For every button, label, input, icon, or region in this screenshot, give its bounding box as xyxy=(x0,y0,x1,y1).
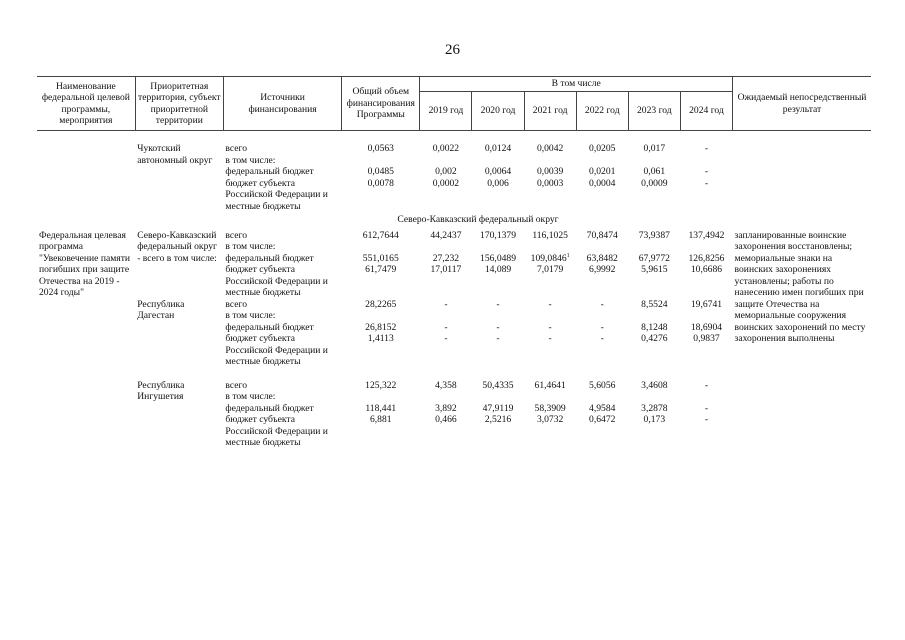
year-cell: 7,0179 xyxy=(536,264,564,275)
source-cell: всего xyxy=(225,229,248,241)
table-header xyxy=(37,77,871,131)
year-cell: 0,0039 xyxy=(536,166,564,177)
year-cell: - xyxy=(704,177,709,189)
year-cell: 63,8482 xyxy=(586,252,618,264)
source-cell: федеральный бюджет xyxy=(225,402,314,414)
year-cell: - xyxy=(704,166,709,177)
year-cell: 5,9615 xyxy=(641,264,668,275)
header-priority: Приоритетная территория, субъект приоритетной территории xyxy=(135,77,223,131)
source-cell: бюджет субъекта Российской Федерации и местные бюджеты xyxy=(225,414,328,448)
year-cell: 3,892 xyxy=(435,402,457,414)
total-cell: 0,0563 xyxy=(367,143,394,154)
source-cell: в том числе: xyxy=(225,241,276,252)
year-cell xyxy=(524,253,576,265)
year-cell: - xyxy=(704,143,709,154)
source-cell: в том числе: xyxy=(225,310,276,321)
year-cell: 27,232 xyxy=(432,252,460,264)
year-cell: 6,9992 xyxy=(589,264,616,275)
year-cell: 0,0064 xyxy=(484,166,512,177)
year-cell: 14,089 xyxy=(484,264,512,275)
year-cell: 8,1248 xyxy=(641,321,668,333)
year-cell: 8,5524 xyxy=(641,298,668,310)
year-cell: - xyxy=(704,414,709,425)
year-cell: 3,2878 xyxy=(641,402,668,414)
year-cell: 0,0124 xyxy=(484,143,512,154)
header-total: Общий объем финансирования Программы xyxy=(342,77,420,131)
year-cell: - xyxy=(444,333,448,344)
year-value: 109,0846 xyxy=(530,252,567,264)
header-name: Наименование федеральной целевой программы, мероприятия xyxy=(37,77,135,131)
year-cell: 0,6472 xyxy=(589,414,616,425)
header-year-2022: 2022 год xyxy=(576,92,628,131)
table-row xyxy=(37,380,871,392)
year-cell: 0,0009 xyxy=(641,177,668,189)
header-sources: Источники финансирования xyxy=(223,77,341,131)
source-cell: всего xyxy=(225,379,248,391)
territory-chukotka: Чукотский автономный округ xyxy=(137,143,213,166)
header-year-2024: 2024 год xyxy=(680,92,732,131)
year-cell: 0,006 xyxy=(487,177,509,189)
year-cell: 170,1379 xyxy=(480,229,517,241)
header-year-2023: 2023 год xyxy=(628,92,680,131)
year-cell: 0,0002 xyxy=(432,177,460,189)
year-cell: 0,173 xyxy=(643,414,666,425)
territory-dagestan: Республика Дагестан xyxy=(137,298,185,321)
source-cell: в том числе: xyxy=(225,391,276,402)
year-cell: 0,0042 xyxy=(536,143,564,154)
year-cell: 61,4641 xyxy=(534,379,566,391)
source-cell: бюджет субъекта Российской Федерации и местные бюджеты xyxy=(225,177,328,212)
total-cell: 118,441 xyxy=(365,402,397,414)
expected-result: запланированные воинские захоронения восстановлены; мемориальные знаки на воинских захоронениях установлены; работы по нанесению имен погибших при защите Отечества на мемориальные сооружения воинских захоронений по месту захоронения выполнены xyxy=(734,229,866,344)
year-cell: 0,0201 xyxy=(589,166,616,177)
source-cell: в том числе: xyxy=(225,154,276,166)
program-name: Федеральная целевая программа "Увековечение памяти погибших при защите Отечества на 2019 - 2024 годы" xyxy=(39,229,131,298)
territory-ingushetia: Республика Ингушетия xyxy=(137,379,185,402)
year-cell: 58,3909 xyxy=(534,402,566,414)
year-cell: - xyxy=(548,321,552,333)
territory-skfo: Северо-Кавказский федеральный округ - всего в том числе: xyxy=(137,229,217,264)
total-cell: 0,0078 xyxy=(367,177,394,189)
year-cell: 0,061 xyxy=(643,166,666,177)
total-cell: 26,8152 xyxy=(365,321,397,333)
source-cell: бюджет субъекта Российской Федерации и местные бюджеты xyxy=(225,264,328,298)
year-cell: 67,9772 xyxy=(638,252,670,264)
source-cell: бюджет субъекта Российской Федерации и местные бюджеты xyxy=(225,333,328,367)
year-cell: 0,466 xyxy=(435,414,457,425)
table-row xyxy=(37,143,871,155)
year-cell: 0,0004 xyxy=(589,177,616,189)
year-cell: 116,1025 xyxy=(532,229,568,241)
year-cell: 4,9584 xyxy=(589,402,616,414)
year-cell: 0,0003 xyxy=(536,177,564,189)
total-cell: 125,322 xyxy=(365,379,397,391)
header-including: В том числе xyxy=(420,77,733,92)
year-cell: - xyxy=(548,298,552,310)
year-cell: 4,358 xyxy=(435,379,457,391)
header-year-2019: 2019 год xyxy=(420,92,472,131)
total-cell: 1,4113 xyxy=(367,333,394,344)
year-cell: - xyxy=(548,333,552,344)
table-row xyxy=(37,230,871,242)
financing-table xyxy=(37,76,871,449)
total-cell: 612,7644 xyxy=(362,229,399,241)
year-cell: 19,6741 xyxy=(690,298,723,310)
year-cell: - xyxy=(444,298,448,310)
header-result: Ожидаемый непосредственный результат xyxy=(733,77,871,131)
source-cell: всего xyxy=(225,298,248,310)
year-cell: 0,017 xyxy=(643,143,666,154)
year-cell: - xyxy=(496,333,500,344)
year-cell: 73,9387 xyxy=(638,229,670,241)
region-title: Северо-Кавказский федеральный округ xyxy=(397,214,559,225)
total-cell: 551,0165 xyxy=(362,252,399,264)
year-cell: - xyxy=(704,402,709,414)
year-cell: 2,5216 xyxy=(484,414,512,425)
source-cell: федеральный бюджет xyxy=(225,252,314,264)
year-cell: - xyxy=(496,298,500,310)
total-cell: 6,881 xyxy=(369,414,392,425)
footnote-mark: 1 xyxy=(566,252,570,259)
year-cell: 137,4942 xyxy=(688,229,725,241)
year-cell: 0,0205 xyxy=(589,143,616,154)
region-heading-row xyxy=(37,212,871,230)
year-cell: - xyxy=(600,333,604,344)
total-cell: 0,0485 xyxy=(367,166,394,177)
page-number: 26 xyxy=(445,42,460,58)
year-cell: 3,0732 xyxy=(536,414,564,425)
source-cell: федеральный бюджет xyxy=(225,166,314,177)
source-cell: федеральный бюджет xyxy=(225,321,314,333)
year-cell: - xyxy=(444,321,448,333)
year-cell: 0,002 xyxy=(435,166,457,177)
source-cell: всего xyxy=(225,143,248,154)
header-year-2021: 2021 год xyxy=(524,92,576,131)
year-cell: 0,0022 xyxy=(432,143,460,154)
year-cell: 0,4276 xyxy=(641,333,668,344)
year-cell: - xyxy=(600,298,604,310)
year-cell: 156,0489 xyxy=(480,252,517,264)
year-cell: 0,9837 xyxy=(693,333,720,344)
total-cell: 61,7479 xyxy=(365,264,397,275)
year-cell: - xyxy=(704,379,709,391)
year-cell: 126,8256 xyxy=(688,252,725,264)
year-cell: - xyxy=(496,321,500,333)
year-cell: 50,4335 xyxy=(482,379,514,391)
year-cell: 18,6904 xyxy=(690,321,723,333)
year-cell: 10,6686 xyxy=(690,264,723,275)
year-cell: 3,4608 xyxy=(641,379,668,391)
year-cell: 5,6056 xyxy=(589,379,616,391)
header-year-2020: 2020 год xyxy=(472,92,524,131)
total-cell: 28,2265 xyxy=(365,298,397,310)
year-cell: 47,9119 xyxy=(482,402,514,414)
year-cell: 44,2437 xyxy=(430,229,462,241)
year-cell: 70,8474 xyxy=(586,229,618,241)
year-cell: 17,0117 xyxy=(430,264,462,275)
year-cell: - xyxy=(600,321,604,333)
